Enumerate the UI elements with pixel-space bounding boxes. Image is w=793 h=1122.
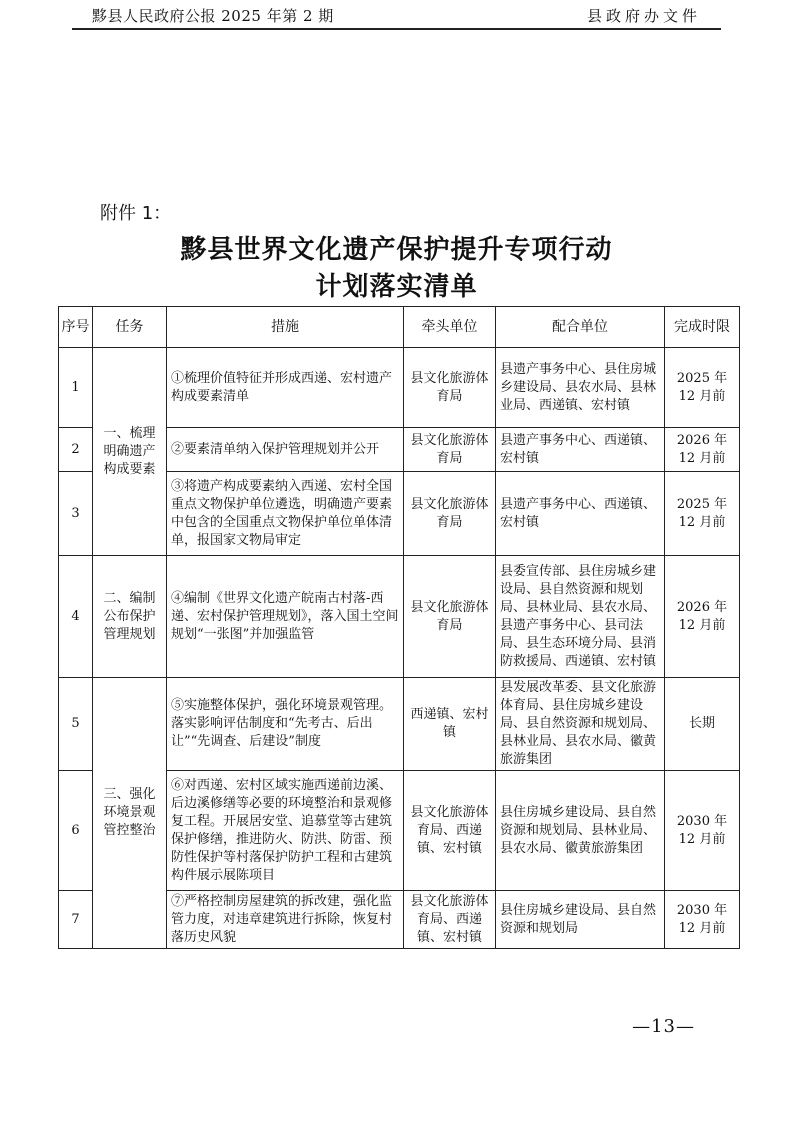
table-row [59,678,740,771]
deadline-cell: 长期 [665,678,740,771]
cooperate-cell: 县遗产事务中心、县住房城乡建设局、县农水局、县林业局、西递镇、宏村镇 [496,348,665,428]
lead-cell: 县文化旅游体育局、西递镇、宏村镇 [404,891,496,949]
row-no: 7 [59,891,93,949]
measure-cell: ⑥对西递、宏村区域实施西递前边溪、后边溪修缮等必要的环境整治和景观修复工程。开展居安堂、追慕堂等古建筑保护修缮，推进防火、防洪、防雷、预防性保护等村落保护防护工程和古建筑构件展示展陈项目 [167,771,404,891]
deadline-cell: 2030 年 12 月前 [665,771,740,891]
measure-cell: ①梳理价值特征并形成西递、宏村遗产构成要素清单 [167,348,404,428]
lead-cell: 县文化旅游体育局 [404,348,496,428]
cooperate-cell: 县遗产事务中心、西递镇、宏村镇 [496,428,665,472]
col-header-task: 任务 [93,307,167,348]
col-header-cooperate: 配合单位 [496,307,665,348]
col-header-measure: 措施 [167,307,404,348]
col-header-no: 序号 [59,307,93,348]
table-row [59,348,740,428]
col-header-lead: 牵头单位 [404,307,496,348]
lead-cell: 县文化旅游体育局、西递镇、宏村镇 [404,771,496,891]
deadline-cell: 2026 年 12 月前 [665,556,740,678]
attachment-label: 附件 1： [100,203,172,224]
row-no: 4 [59,556,93,678]
task-cell: 一、梳理明确遗产构成要素 [93,348,167,556]
row-no: 6 [59,771,93,891]
deadline-cell: 2030 年 12 月前 [665,891,740,949]
gazette-issue: 黟县人民政府公报 2025 年第 2 期 [92,7,334,25]
col-header-deadline: 完成时限 [665,307,740,348]
section-label: 县政府办文件 [586,7,701,25]
running-header [72,2,721,30]
table-header-row [59,307,740,348]
row-no: 2 [59,428,93,472]
cooperate-cell: 县发展改革委、县文化旅游体育局、县住房城乡建设局、县自然资源和规划局、县林业局、县农水局、徽黄旅游集团 [496,678,665,771]
deadline-cell: 2026 年 12 月前 [665,428,740,472]
row-no: 5 [59,678,93,771]
lead-cell: 西递镇、宏村镇 [404,678,496,771]
lead-cell: 县文化旅游体育局 [404,472,496,556]
lead-cell: 县文化旅游体育局 [404,428,496,472]
measure-cell: ③将遗产构成要素纳入西递、宏村全国重点文物保护单位遴选，明确遗产要素中包含的全国重点文物保护单位单体清单，报国家文物局审定 [167,472,404,556]
cooperate-cell: 县住房城乡建设局、县自然资源和规划局、县林业局、县农水局、徽黄旅游集团 [496,771,665,891]
cooperate-cell: 县遗产事务中心、西递镇、宏村镇 [496,472,665,556]
measure-cell: ⑦严格控制房屋建筑的拆改建，强化监管力度，对违章建筑进行拆除，恢复村落历史风貌 [167,891,404,949]
table-row [59,556,740,678]
cooperate-cell: 县住房城乡建设局、县自然资源和规划局 [496,891,665,949]
implementation-table [58,306,740,949]
lead-cell: 县文化旅游体育局 [404,556,496,678]
document-title-line1: 黟县世界文化遗产保护提升专项行动 [180,235,613,265]
measure-cell: ②要素清单纳入保护管理规划并公开 [167,428,404,472]
task-cell: 二、编制公布保护管理规划 [93,556,167,678]
measure-cell: ⑤实施整体保护，强化环境景观管理。落实影响评估制度和“先考古、后出让”“先调查、后建设”制度 [167,678,404,771]
task-cell: 三、强化环境景观管控整治 [93,678,167,949]
row-no: 3 [59,472,93,556]
cooperate-cell: 县委宣传部、县住房城乡建设局、县自然资源和规划局、县林业局、县农水局、县遗产事务中心、县司法局、县生态环境分局、县消防救援局、西递镇、宏村镇 [496,556,665,678]
row-no: 1 [59,348,93,428]
deadline-cell: 2025 年 12 月前 [665,472,740,556]
document-title-line2: 计划落实清单 [315,272,478,302]
measure-cell: ④编制《世界文化遗产皖南古村落-西递、宏村保护管理规划》，落入国土空间规划“一张图”并加强监管 [167,556,404,678]
page-number: —13— [632,1016,695,1037]
deadline-cell: 2025 年 12 月前 [665,348,740,428]
